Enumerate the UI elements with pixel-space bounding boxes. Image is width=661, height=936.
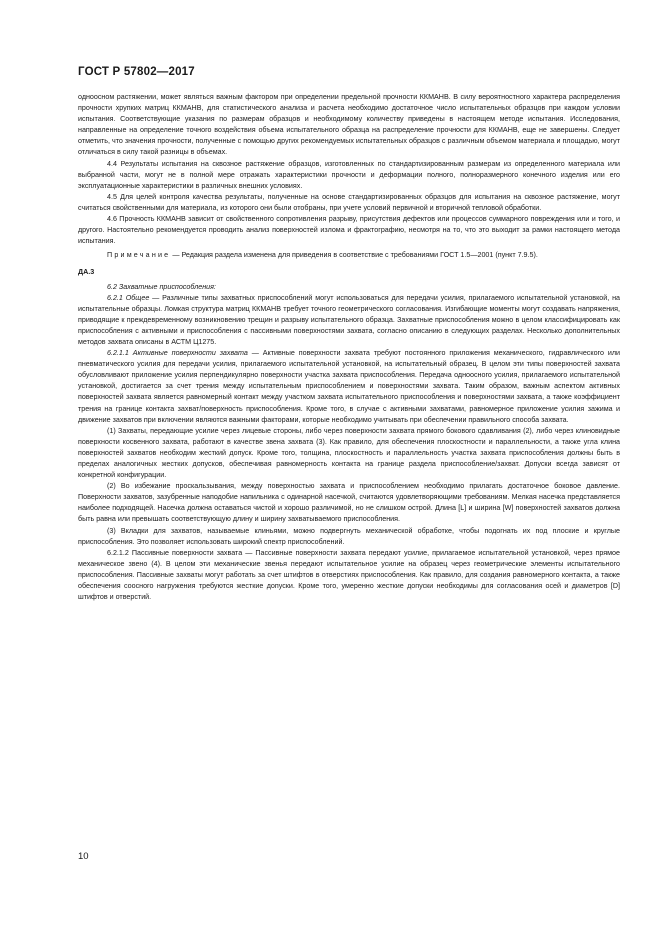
paragraph-6-2-1-1 [78, 348, 620, 426]
note [78, 250, 620, 261]
list-item-2: (2) Во избежание проскальзывания, между поверхностью захвата и приспособлением необходимо прилагать достаточное боковое давление. Поверхности захватов, зазубренные наподобие напильника с одинарной насечкой, считаются удовлетворяющими требованиям. Мелкая насечка представляется наиболее подходящей. Насечка должна оставаться чистой и хорошо различимой, но не слишком острой. Длина [L] и ширина [W] поверхностей захватов должна быть равна или превышать соответствующую длину и ширину захватываемого приспособления. [78, 482, 620, 524]
paragraph-4-4: 4.4 Результаты испытания на сквозное растяжение образцов, изготовленных по стандартизированным размерам из определенного материала или выбранной части, могут не в полной мере отражать характеристики прочности и деформации полного, полноразмерного конечного изделия или его эксплуатационные характеристики в различных внешних условиях. [78, 159, 620, 190]
list-item-3: (3) Вкладки для захватов, называемые клиньями, можно подвергнуть механической обработке, чтобы подогнать их под плоские и круглые приспособления. Это позволяет использовать широкий спектр приспособлений. [78, 526, 620, 546]
paragraph-6-2-1-2 [78, 548, 620, 603]
title-6-2-1-2: Пассивные поверхности захвата [131, 548, 243, 557]
page-header-title: ГОСТ Р 57802—2017 [78, 66, 195, 78]
page-number: 10 [78, 851, 89, 862]
text-6-2-1: — Различные типы захватных приспособлений могут использоваться для передачи усилия, прилагаемого испытательной установкой, на испытательные образцы. Ломкая структура матриц ККМАНВ требует точного геометрического согласования. Изгибающие моменты могут создавать напряжения, приводящие к преждевременному возникновению трещин и разрыву испытательного образца. Захватные приспособления можно в целом классифицировать как приспособления с активными и приспособления с пассивными поверхностями захвата, согласно описанию в следующих разделах. Несколько дополнительных методов захвата описаны в АСТМ Ц1275. [78, 293, 620, 346]
note-label: Примечание [107, 251, 171, 260]
paragraph-4-5: 4.5 Для целей контроля качества результаты, полученные на основе стандартизированных образцов для испытания на сквозное растяжение, могут считаться свойственными для материала, из которого они были отобраны, при учете условий первичной и вторичной тепловой обработки. [78, 192, 620, 212]
text-6-2-1-2: — Пассивные поверхности захвата передают усилие, прилагаемое испытательной установкой, через прямое механическое звено (4). В целом эти механические звенья передают испытательное усилие на образец через геометрические элементы испытательного приспособления. Пассивные захваты могут работать за счет штифтов в отверстиях приспособления. Как правило, для создания равномерного контакта, а также обеспечения соосного нагружения требуются жесткие допуски. Кроме того, умеренно жесткие допуски необходимы для согласования осей и диаметров [D] штифтов и отверстий. [78, 548, 620, 602]
list-item-1: (1) Захваты, передающие усилие через лицевые стороны, либо через поверхности захвата прямого бокового сдавливания (2), либо через клиновидные поверхности косвенного захвата, работают в качестве звена захвата (3). Как правило, для обеспечения плоскостности и параллельности, а также угла клина поверхностей захватов необходим жесткий допуск. Кроме того, толщина, плоскостность и параллельность участка захвата приспособления должны быть в пределах аналогичных жестких допусков, обеспечивая равномерность контакта на границе раздела приспособление/захват. Допуски всегда зависят от конкретной конфигурации. [78, 426, 620, 480]
paragraph-6-2-1 [78, 293, 620, 348]
paragraph-continuation: одноосном растяжении, может являться важным фактором при определении предельной прочности ККМАНВ. В силу вероятностного характера распределения прочности хрупких матриц ККМАНВ, для статистического анализа и расчета необходимо достаточное число испытательных образцов при каждом условии испытания. Соответствующие указания по размерам образцов и необходимому количеству приведены в настоящем методе испытания. Исследования, направленные на определение точного воздействия объема испытательного образца на распределение прочности для ККМАНВ, еще не завершены. Следует отметить, что значения прочности, полученные с помощью других рекомендуемых испытательных образцов с различным объемом материала и площадью, могут отличаться в силу такой разницы в объемах. [78, 93, 620, 157]
section-heading: ДА.3 [78, 268, 95, 277]
paragraph-4-6: 4.6 Прочность ККМАНВ зависит от свойственного сопротивления разрыву, присутствия дефектов или процессов суммарного повреждения или и того, и другого. Настоятельно рекомендуется проводить анализ поверхностей излома и фрактографию, несмотря на то, что это выходит за рамки настоящего метода испытания. [78, 215, 620, 246]
title-6-2-1-1: Активные поверхности захвата [132, 349, 248, 358]
text-6-2-1-1: — Активные поверхности захвата требуют постоянного приложения механического, гидравлического или пневматического усилия для передачи усилия, прилагаемого испытательной установкой, на испытательный образец. В целом эти типы поверхностей захвата обусловливают приложение усилия перпендикулярно поверхности участка захвата приспособления. Передача одноосного усилия, прилагаемого испытательной установкой, достигается за счет трения между испытательным приспособлением и поверхностями захвата. Таким образом, важным аспектом активных поверхностей захвата является равномерный контакт между участком захвата испытательного приспособления и поверхностями захвата, а также коэффициент трения на границе контакта захват/поверхность приспособления. Кроме того, в случае с активными захватами, равномерное приложение усилия зажима и движение захватов при включении являются важными факторами, которые необходимо учитывать при обеспечении правильного способа захвата. [78, 349, 620, 424]
title-6-2-1: Общее [125, 293, 150, 302]
num-6-2-1-1: 6.2.1.1 [107, 349, 129, 358]
document-body [78, 92, 620, 603]
subsection-6-2-title: 6.2 Захватные приспособления: [107, 282, 216, 291]
num-6-2-1: 6.2.1 [107, 293, 123, 302]
num-6-2-1-2: 6.2.1.2 [107, 548, 129, 557]
note-text: — Редакция раздела изменена для приведения в соответствие с требованиями ГОСТ 1.5—2001 (пункт 7.9.5). [172, 251, 538, 260]
